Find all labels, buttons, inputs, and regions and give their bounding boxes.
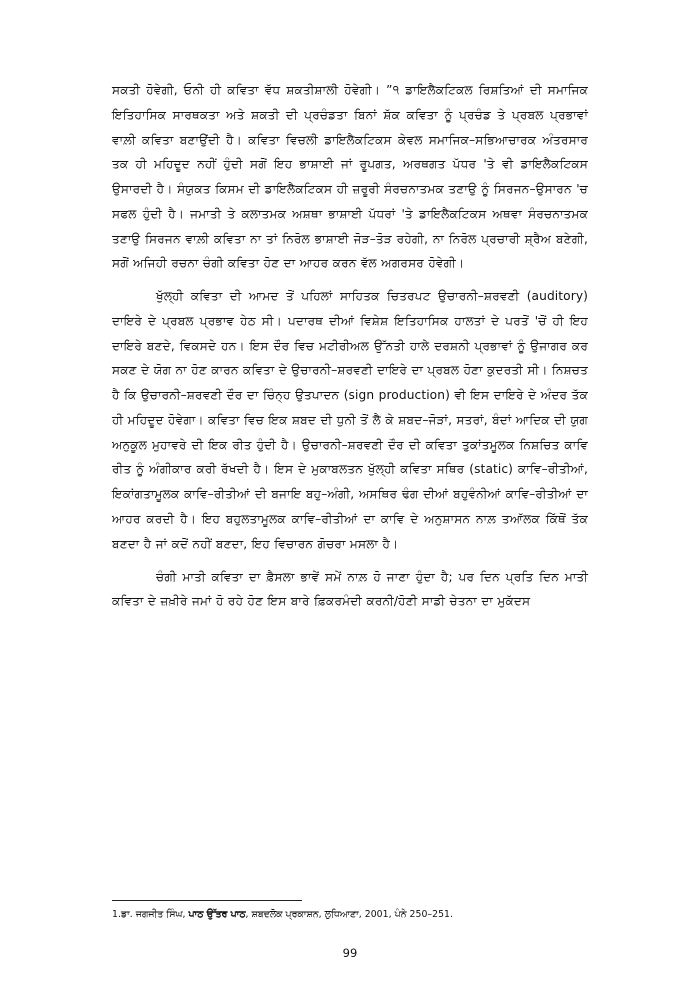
paragraph-3: ਚੰਗੀ ਮਾਤੀ ਕਵਿਤਾ ਦਾ ਫ਼ੈਸਲਾ ਭਾਵੇਂ ਸਮੇਂ ਨਾਲ਼ ਹੋ ਜਾਣਾ ਹੁੰਦਾ ਹੈ; ਪਰ ਦਿਨ ਪ੍ਰਤਿ ਦਿਨ ਮਾਤੀ ਕਵਿਤਾ ਦੇ ਜ਼ਖ਼ੀਰੇ ਜਮਾਂ ਹੋ ਰਹੇ ਹੋਣ ਇਸ ਬਾਰੇ ਫ਼ਿਕਰਮੰਦੀ ਕਰਨੀ/ਹੋਣੀ ਸਾਡੀ ਚੇਤਨਾ ਦਾ ਮੁਕੱਦਸ (112, 569, 588, 609)
footnote-section (112, 900, 588, 922)
footnote-title: ਪਾਠ ਉੱਤਰ ਪਾਠ (188, 909, 246, 920)
footnote-prefix: 1.ਡਾ. ਜਗਜੀਤ ਸਿੰਘ, (112, 909, 189, 920)
footnote-text (112, 908, 588, 922)
paragraph-2: ਖੁੱਲ੍ਹੀ ਕਵਿਤਾ ਦੀ ਆਮਦ ਤੋਂ ਪਹਿਲਾਂ ਸਾਹਿਤਕ ਚਿਤਰਪਟ ਉਚਾਰਨੀ–ਸ਼ਰਵਣੀ (auditory) ਦਾਇਰੇ ਦੇ ਪ੍ਰਬਲ ਪ੍ਰਭਾਵ ਹੇਠ ਸੀ। ਪਦਾਰਥ ਦੀਆਂ ਵਿਸ਼ੇਸ਼ ਇਤਿਹਾਸਿਕ ਹਾਲਤਾਂ ਦੇ ਪਰਤੋਂ 'ਚੋਂ ਹੀ ਇਹ ਦਾਇਰੇ ਬਣਦੇ, ਵਿਕਸਦੇ ਹਨ। ਇਸ ਦੌਰ ਵਿਚ ਮਟੀਰੀਅਲ ਉੱਨਤੀ ਹਾਲੇ ਦਰਸ਼ਨੀ ਪ੍ਰਭਾਵਾਂ ਨੂੰ ਉਜਾਗਰ ਕਰ ਸਕਣ ਦੇ ਯੋਗ ਨਾ ਹੋਣ ਕਾਰਨ ਕਵਿਤਾ ਦੇ ਉਚਾਰਨੀ–ਸ਼ਰਵਣੀ ਦਾਇਰੇ ਦਾ ਪ੍ਰਬਲ ਹੋਣਾ ਕੁਦਰਤੀ ਸੀ। ਨਿਸ਼ਚਤ ਹੈ ਕਿ ਉਚਾਰਨੀ–ਸ਼ਰਵਣੀ ਦੌਰ ਦਾ ਚਿੰਨ੍ਹ ਉਤਪਾਦਨ (sign production) ਵੀ ਇਸ ਦਾਇਰੇ ਦੇ ਅੰਦਰ ਤੱਕ ਹੀ ਮਹਿਦੂਦ ਹੋਵੇਗਾ। ਕਵਿਤਾ ਵਿਚ ਇਕ ਸ਼ਬਦ ਦੀ ਧੁਨੀ ਤੋਂ ਲੈ ਕੇ ਸ਼ਬਦ–ਜੋੜਾਂ, ਸਤਰਾਂ, ਬੰਦਾਂ ਆਦਿਕ ਦੀ ਯੁਗ ਅਨੁਕੂਲ ਮੁਹਾਵਰੇ ਦੀ ਇਕ ਰੀਤ ਹੁੰਦੀ ਹੈ। ਉਚਾਰਨੀ–ਸ਼ਰਵਣੀ ਦੌਰ ਦੀ ਕਵਿਤਾ ਤੁਕਾਂਤਮੂਲਕ ਨਿਸ਼ਚਿਤ ਕਾਵਿ ਰੀਤ ਨੂੰ ਅੰਗੀਕਾਰ ਕਰੀ ਰੱਖਦੀ ਹੈ। ਇਸ ਦੇ ਮੁਕਾਬਲਤਨ ਖੁੱਲ੍ਹੀ ਕਵਿਤਾ ਸਥਿਰ (static) ਕਾਵਿ–ਰੀਤੀਆਂ, ਇਕਾਂਗਤਾਮੂਲਕ ਕਾਵਿ–ਰੀਤੀਆਂ ਦੀ ਬਜਾਇ ਬਹੁ–ਅੰਗੀ, ਅਸਥਿਰ ਢੰਗ ਦੀਆਂ ਬਹੁਵੰਨੀਆਂ ਕਾਵਿ–ਰੀਤੀਆਂ ਦਾ ਆਹਰ ਕਰਦੀ ਹੈ। ਇਹ ਬਹੁਲਤਾਮੂਲਕ ਕਾਵਿ–ਰੀਤੀਆਂ ਦਾ ਕਾਵਿ ਦੇ ਅਨੁਸ਼ਾਸਨ ਨਾਲ਼ ਤਆੱਲਕ ਕਿੱਥੋਂ ਤੱਕ ਬਣਦਾ ਹੈ ਜਾਂ ਕਦੋਂ ਨਹੀਂ ਬਣਦਾ, ਇਹ ਵਿਚਾਰਨ ਗੋਚਰਾ ਮਸਲਾ ਹੈ। (112, 289, 588, 551)
footnote-divider (112, 900, 302, 901)
paragraph-spacer (112, 276, 588, 284)
footnote-suffix: , ਸ਼ਬਦਲੋਕ ਪ੍ਰਕਾਸ਼ਨ, ਲੁਧਿਆਣਾ, 2001, ਪੰਨੇ 250–251. (245, 909, 454, 920)
paragraph-spacer (112, 557, 588, 565)
page-body (112, 78, 588, 614)
page-number: 99 (342, 946, 358, 960)
paragraph-1: ਸਕਤੀ ਹੋਵੇਗੀ, ਓਨੀ ਹੀ ਕਵਿਤਾ ਵੱਧ ਸ਼ਕਤੀਸ਼ਾਲੀ ਹੋਵੇਗੀ। ”੧ ਡਾਇਲੈਕਟਿਕਲ ਰਿਸ਼ਤਿਆਂ ਦੀ ਸਮਾਜਿਕ ਇਤਿਹਾਸਿਕ ਸਾਰਥਕਤਾ ਅਤੇ ਸ਼ਕਤੀ ਦੀ ਪ੍ਰਚੰਡਤਾ ਬਿਨਾਂ ਸ਼ੱਕ ਕਵਿਤਾ ਨੂੰ ਪ੍ਰਚੰਡ ਤੇ ਪ੍ਰਬਲ ਪ੍ਰਭਾਵਾਂ ਵਾਲ਼ੀ ਕਵਿਤਾ ਬਣਾਉਂਦੀ ਹੈ। ਕਵਿਤਾ ਵਿਚਲੀ ਡਾਇਲੈਕਟਿਕਸ ਕੇਵਲ ਸਮਾਜਿਕ–ਸਭਿਆਚਾਰਕ ਅੰਤਰਸਾਰ ਤਕ ਹੀ ਮਹਿਦੂਦ ਨਹੀਂ ਹੁੰਦੀ ਸਗੋਂ ਇਹ ਭਾਸ਼ਾਈ ਜਾਂ ਰੂਪਗਤ, ਅਰਥਗਤ ਪੱਧਰ 'ਤੇ ਵੀ ਡਾਇਲੈਕਟਿਕਸ ਉਸਾਰਦੀ ਹੈ। ਸੰਯੁਕਤ ਕਿਸਮ ਦੀ ਡਾਇਲੈਕਟਿਕਸ ਹੀ ਜ਼ਰੂਰੀ ਸੰਰਚਨਾਤਮਕ ਤਣਾਉ ਨੂੰ ਸਿਰਜਨ–ਉਸਾਰਨ 'ਚ ਸਫਲ ਹੁੰਦੀ ਹੈ। ਜਮਾਤੀ ਤੇ ਕਲਾਤਮਕ ਅਸ਼ਥਾ ਭਾਸ਼ਾਈ ਪੱਧਰਾਂ 'ਤੇ ਡਾਇਲੈਕਟਿਕਸ ਅਥਵਾ ਸੰਰਚਨਾਤਮਕ ਤਣਾਉ ਸਿਰਜਨ ਵਾਲ਼ੀ ਕਵਿਤਾ ਨਾ ਤਾਂ ਨਿਰੋਲ ਭਾਸ਼ਾਈ ਜੋੜ–ਤੋੜ ਰਹੇਗੀ, ਨਾ ਨਿਰੋਲ ਪ੍ਰਚਾਰੀ ਸ਼੍ਰੈਅ ਬਣੇਗੀ, ਸਗੋਂ ਅਜਿਹੀ ਰਚਨਾ ਚੰਗੀ ਕਵਿਤਾ ਹੋਣ ਦਾ ਆਹਰ ਕਰਨ ਵੱਲ ਅਗਰਸਰ ਹੋਵੇਗੀ। (112, 83, 588, 271)
